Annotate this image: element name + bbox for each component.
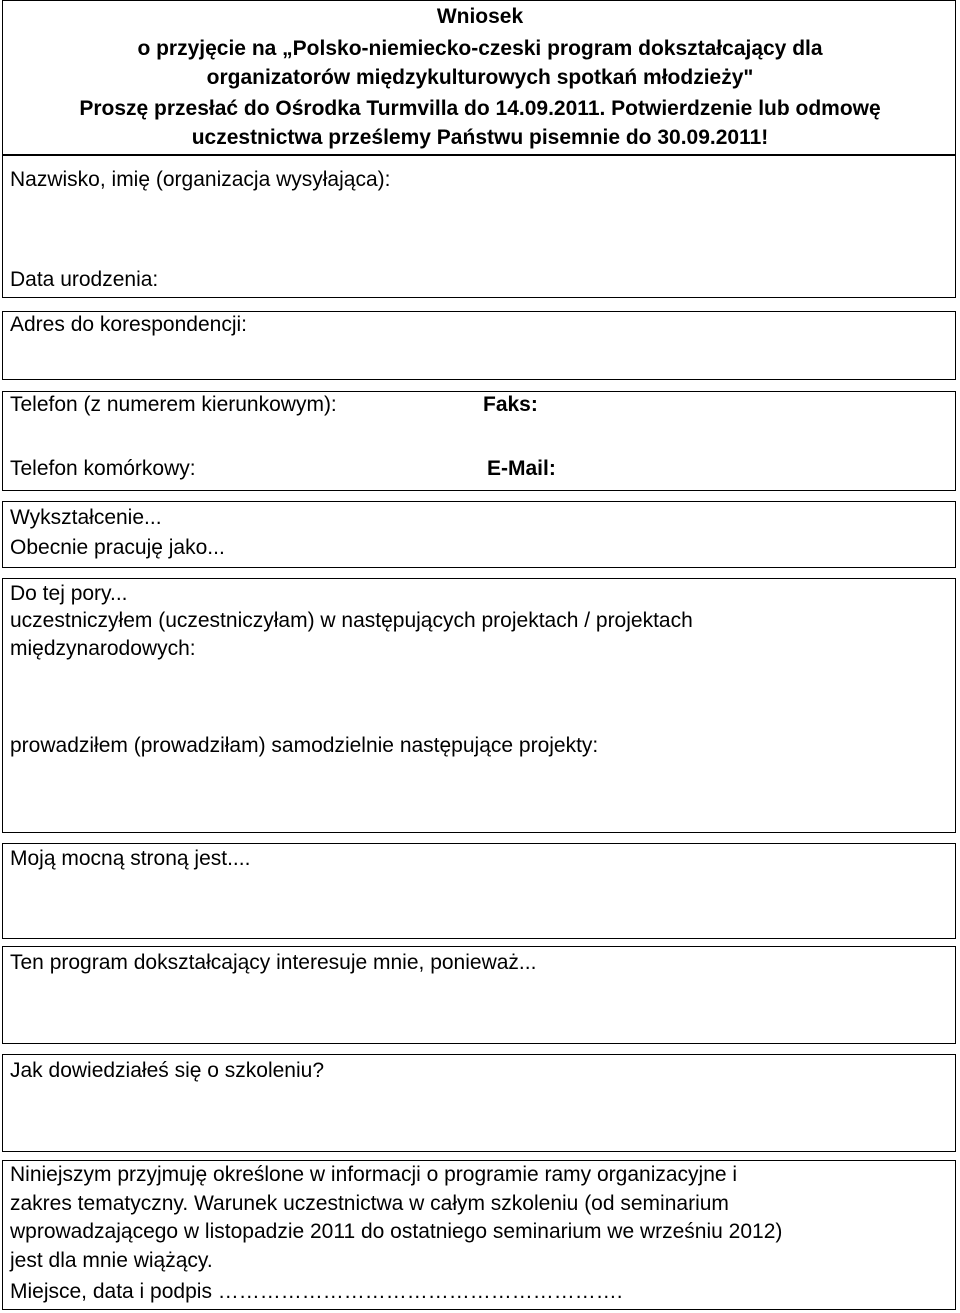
declaration-line2: zakres tematyczny. Warunek uczestnictwa w całym szkoleniu (od seminarium — [10, 1192, 729, 1215]
phone-label: Telefon (z numerem kierunkowym): — [10, 393, 337, 416]
education-label: Wykształcenie... — [10, 506, 162, 529]
declaration-line1: Niniejszym przyjmuję określone w informacji o programie ramy organizacyjne i — [10, 1163, 738, 1186]
mobile-label: Telefon komórkowy: — [10, 457, 196, 480]
declaration-line3: wprowadzającego w listopadzie 2011 do ostatniego seminarium we wrześniu 2012) — [10, 1220, 783, 1243]
how-heard-label: Jak dowiedziałeś się o szkoleniu? — [10, 1059, 325, 1082]
declaration-line4: jest dla mnie wiążący. — [10, 1249, 213, 1272]
form-title: Wniosek — [436, 5, 524, 28]
signature-field[interactable]: Miejsce, data i podpis …………………………………………………. — [10, 1280, 623, 1303]
deadline-line1: Proszę przesłać do Ośrodka Turmvilla do 14.09.2011. Potwierdzenie lub odmowę — [79, 97, 881, 120]
birth-date-label: Data urodzenia: — [10, 268, 159, 291]
deadline-line2: uczestnictwa prześlemy Państwu pisemnie do 30.09.2011! — [191, 126, 769, 149]
address-label: Adres do korespondencji: — [10, 313, 247, 336]
led-projects-label: prowadziłem (prowadziłam) samodzielnie następujące projekty: — [10, 734, 599, 757]
participated-label-line2: międzynarodowych: — [10, 637, 196, 660]
name-label: Nazwisko, imię (organizacja wysyłająca): — [10, 168, 391, 191]
participated-label-line1: uczestniczyłem (uczestniczyłam) w następujących projektach / projektach — [10, 609, 693, 632]
interest-label: Ten program dokształcający interesuje mnie, ponieważ... — [10, 951, 537, 974]
so-far-label: Do tej pory... — [10, 582, 128, 605]
form-subtitle-line2: organizatorów międzykulturowych spotkań młodzieży" — [206, 66, 754, 89]
email-label: E-Mail: — [487, 457, 556, 480]
form-subtitle-line1: o przyjęcie na „Polsko-niemiecko-czeski program dokształcający dla — [137, 37, 823, 60]
fax-label: Faks: — [483, 393, 538, 416]
strength-label: Moją mocną stroną jest.... — [10, 847, 251, 870]
occupation-label: Obecnie pracuję jako... — [10, 536, 225, 559]
